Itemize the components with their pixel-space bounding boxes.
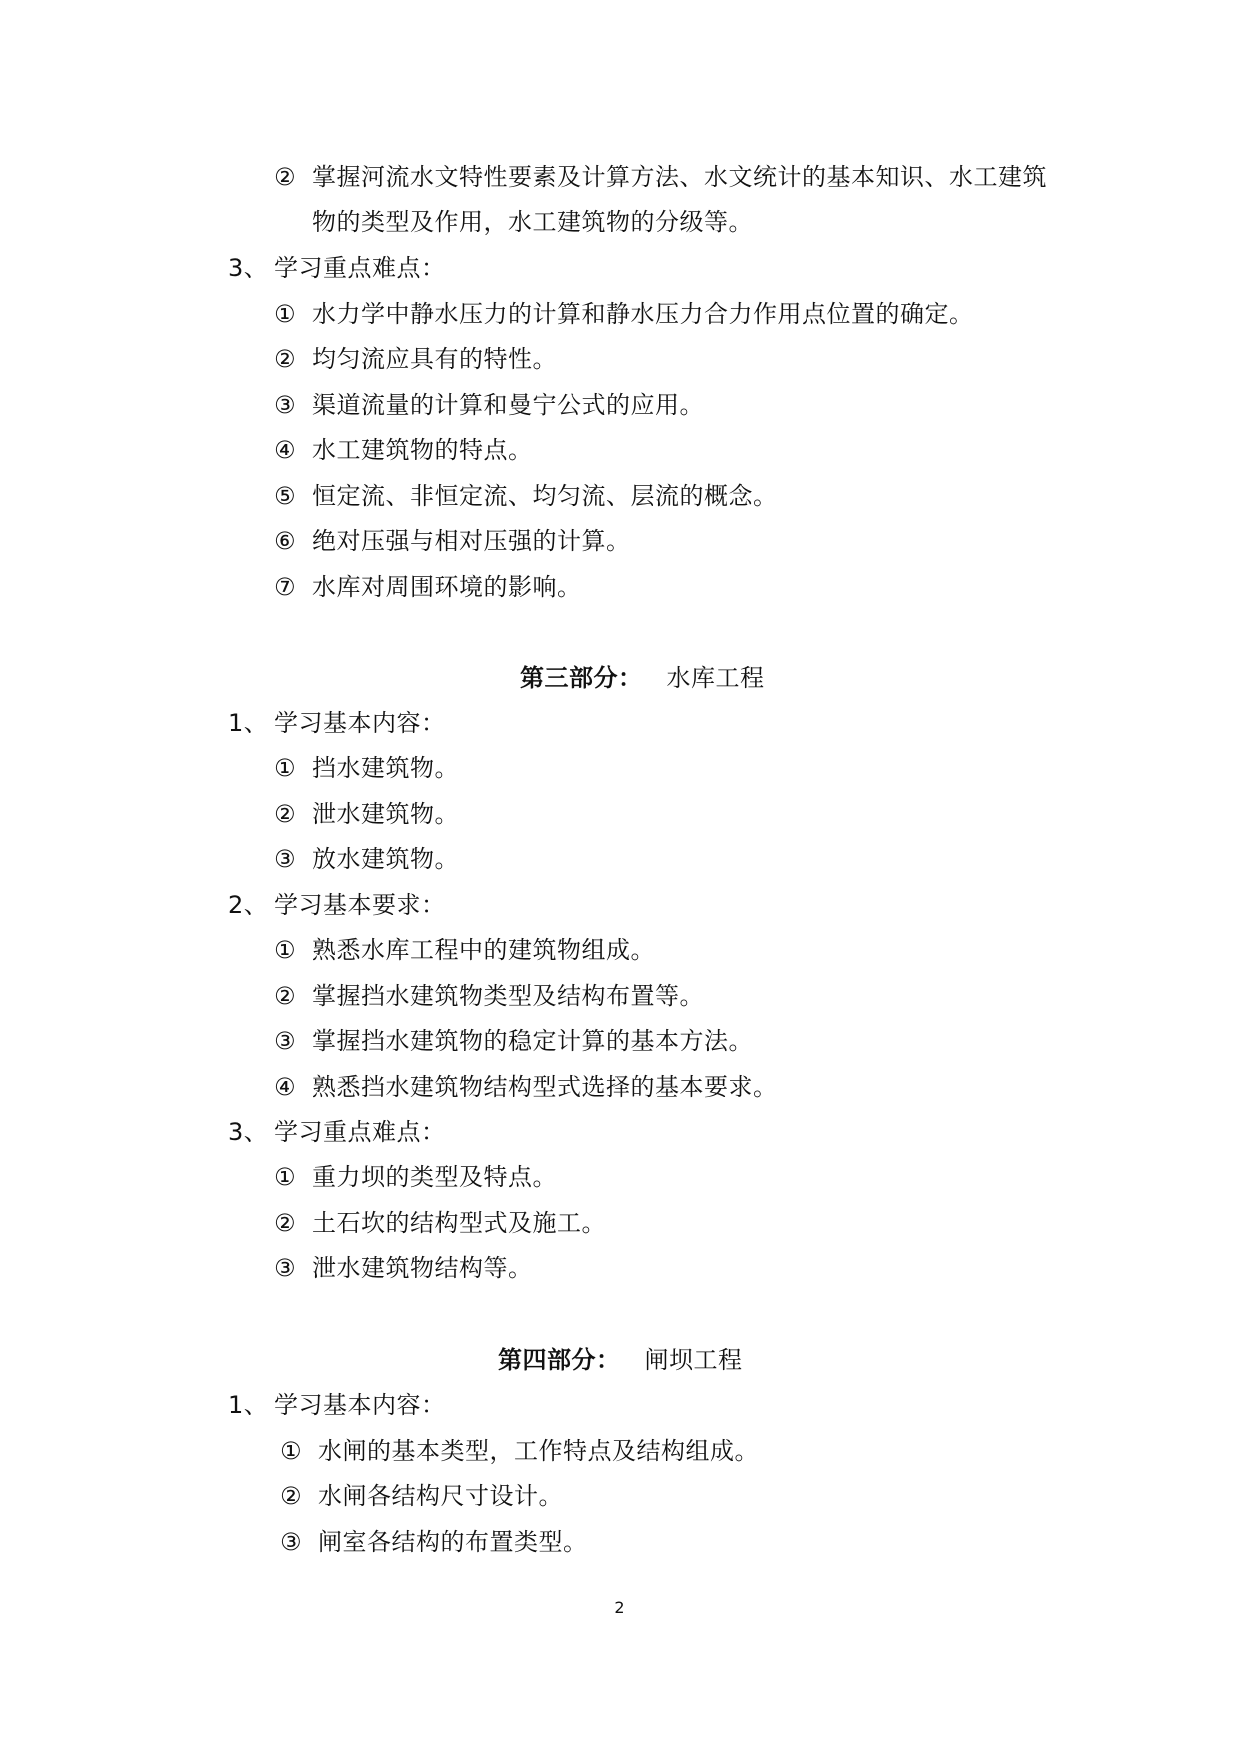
page-number: 2 (614, 1598, 625, 1617)
item-marker: ② (280, 1482, 303, 1510)
item-marker: ③ (274, 391, 297, 419)
item-marker: ② (274, 800, 297, 828)
item-marker: ④ (274, 436, 297, 464)
list-item (274, 435, 533, 465)
item-text: 重力坝的类型及特点。 (312, 1163, 557, 1191)
item-marker: ④ (274, 1073, 297, 1101)
item-marker: ⑦ (274, 573, 297, 601)
item-marker: ⑥ (274, 527, 297, 555)
item-text: 土石坎的结构型式及施工。 (312, 1209, 606, 1237)
list-item (274, 844, 459, 874)
subheading-label: 学习基本内容： (274, 1391, 446, 1419)
section-subheading (228, 253, 446, 283)
item-marker: ② (274, 982, 297, 1010)
item-marker: ① (274, 936, 297, 964)
item-text: 掌握挡水建筑物类型及结构布置等。 (312, 982, 704, 1010)
list-item (274, 390, 704, 420)
item-text: 闸室各结构的布置类型。 (318, 1528, 588, 1556)
section-subheading (228, 1390, 446, 1420)
item-text: 掌握挡水建筑物的稳定计算的基本方法。 (312, 1027, 753, 1055)
item-text: 绝对压强与相对压强的计算。 (312, 527, 631, 555)
list-item (280, 1527, 588, 1557)
item-marker: ③ (274, 1027, 297, 1055)
list-item (274, 753, 459, 783)
part-heading-title: 闸坝工程 (644, 1346, 743, 1374)
section-subheading (228, 890, 446, 920)
item-text: 水工建筑物的特点。 (312, 436, 533, 464)
item-marker: ③ (274, 845, 297, 873)
item-text: 均匀流应具有的特性。 (312, 345, 557, 373)
item-marker: ① (280, 1437, 303, 1465)
part-heading-label: 第三部分： (520, 664, 643, 692)
list-item (274, 481, 778, 511)
item-marker: ⑤ (274, 482, 297, 510)
part-heading (498, 1345, 743, 1375)
list-item (274, 935, 655, 965)
item-text: 水库对周围环境的影响。 (312, 573, 582, 601)
item-marker: ② (274, 1209, 297, 1237)
part-heading-label: 第四部分： (498, 1346, 621, 1374)
list-item (274, 799, 459, 829)
item-marker: ① (274, 754, 297, 782)
list-item (274, 1253, 533, 1283)
list-item (274, 162, 1047, 192)
item-text: 泄水建筑物结构等。 (312, 1254, 533, 1282)
subheading-number: 3、 (228, 254, 269, 282)
list-item (274, 1208, 606, 1238)
subheading-label: 学习重点难点： (274, 254, 446, 282)
subheading-label: 学习重点难点： (274, 1118, 446, 1146)
item-marker: ② (274, 163, 297, 191)
list-item (274, 1072, 778, 1102)
item-text: 渠道流量的计算和曼宁公式的应用。 (312, 391, 704, 419)
subheading-number: 3、 (228, 1118, 269, 1146)
list-item (274, 1162, 557, 1192)
item-marker: ② (274, 345, 297, 373)
list-item-continuation: 物的类型及作用，水工建筑物的分级等。 (312, 208, 753, 236)
subheading-number: 2、 (228, 891, 269, 919)
item-text: 水力学中静水压力的计算和静水压力合力作用点位置的确定。 (312, 300, 974, 328)
item-text: 水闸的基本类型，工作特点及结构组成。 (318, 1437, 759, 1465)
list-item (274, 526, 631, 556)
section-subheading (228, 1117, 446, 1147)
item-text: 熟悉水库工程中的建筑物组成。 (312, 936, 655, 964)
subheading-number: 1、 (228, 1391, 269, 1419)
list-item (274, 344, 557, 374)
item-text: 放水建筑物。 (312, 845, 459, 873)
part-heading-title: 水库工程 (666, 664, 765, 692)
item-marker: ③ (274, 1254, 297, 1282)
list-item (274, 1026, 753, 1056)
subheading-label: 学习基本要求： (274, 891, 446, 919)
item-text: 挡水建筑物。 (312, 754, 459, 782)
list-item (280, 1436, 759, 1466)
item-marker: ① (274, 300, 297, 328)
item-text: 泄水建筑物。 (312, 800, 459, 828)
list-item (274, 572, 582, 602)
list-item (274, 299, 974, 329)
list-item (274, 981, 704, 1011)
item-text: 熟悉挡水建筑物结构型式选择的基本要求。 (312, 1073, 778, 1101)
item-text: 水闸各结构尺寸设计。 (318, 1482, 563, 1510)
item-marker: ③ (280, 1528, 303, 1556)
item-marker: ① (274, 1163, 297, 1191)
subheading-label: 学习基本内容： (274, 709, 446, 737)
section-subheading (228, 708, 446, 738)
list-item (280, 1481, 563, 1511)
item-text: 恒定流、非恒定流、均匀流、层流的概念。 (312, 482, 778, 510)
item-text: 掌握河流水文特性要素及计算方法、水文统计的基本知识、水工建筑 (312, 163, 1047, 191)
part-heading (520, 663, 765, 693)
subheading-number: 1、 (228, 709, 269, 737)
